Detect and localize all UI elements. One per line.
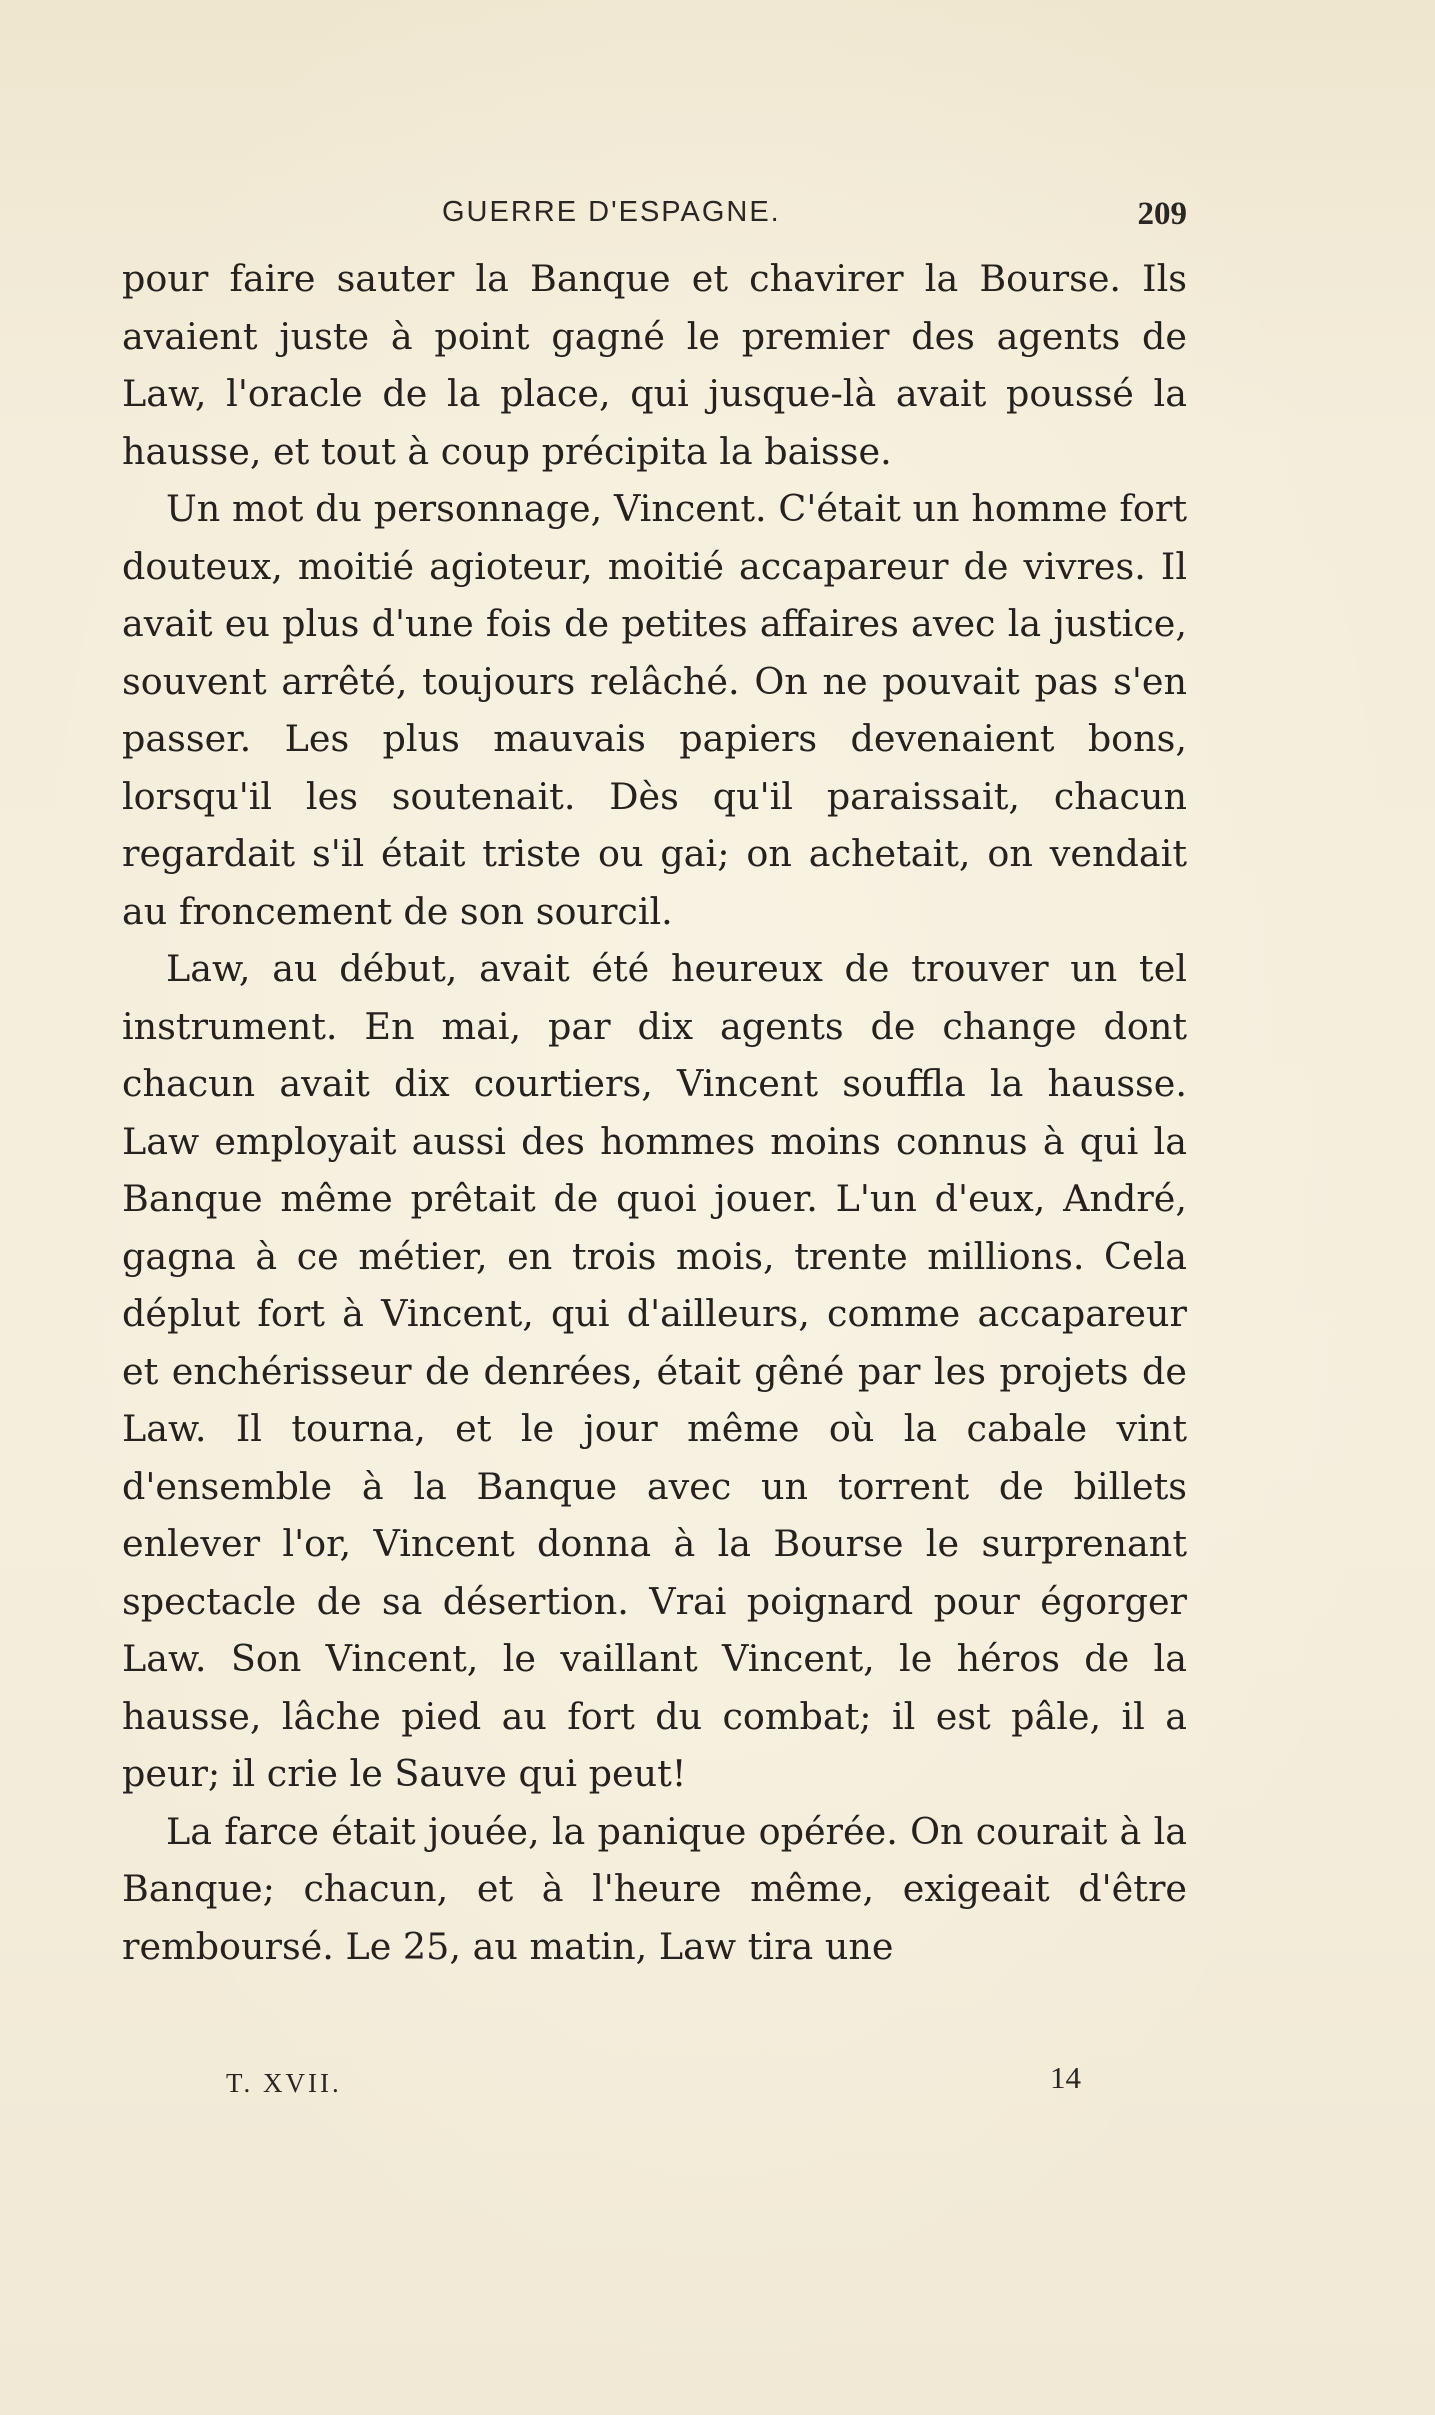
- signature-mark: 14: [1050, 2060, 1081, 2095]
- paragraph: La farce était jouée, la panique opérée. On courait à la Banque; chacun, et à l'heure même, exigeait d'être remboursé. Le 25, au matin, Law tira une: [122, 1809, 1187, 1968]
- page-footer: [122, 2060, 1187, 2110]
- paragraph: Un mot du personnage, Vincent. C'était un homme fort douteux, moitié agioteur, moitié accapareur de vivres. Il avait eu plus d'une fois de petites affaires avec la justice, souvent arrêté, toujours relâché. On ne pouvait pas s'en passer. Les plus mauvais papiers devenaient bons, lorsqu'il les soutenait. Dès qu'il paraissait, chacun regardait s'il était triste ou gai; on achetait, on vendait au froncement de son sourcil.: [122, 487, 1187, 933]
- body-text: [122, 250, 1187, 1975]
- running-head: [122, 196, 1187, 244]
- running-title: GUERRE D'ESPAGNE.: [442, 196, 781, 228]
- page-number: 209: [1137, 196, 1187, 232]
- paragraph: Law, au début, avait été heureux de trouver un tel instrument. En mai, par dix agents de change dont chacun avait dix courtiers, Vincent souffla la hausse. Law employait aussi des hommes moins connus à qui la Banque même prêtait de quoi jouer. L'un d'eux, André, gagna à ce métier, en trois mois, trente millions. Cela déplut fort à Vincent, qui d'ailleurs, comme accapareur et enchérisseur de denrées, était gêné par les projets de Law. Il tourna, et le jour même où la cabale vint d'ensemble à la Banque avec un torrent de billets enlever l'or, Vincent donna à la Bourse le surprenant spectacle de sa désertion. Vrai poignard pour égorger Law. Son Vincent, le vaillant Vincent, le héros de la hausse, lâche pied au fort du combat; il est pâle, il a peur; il crie le Sauve qui peut!: [122, 947, 1187, 1795]
- volume-mark: T. XVII.: [226, 2068, 342, 2098]
- paragraph: pour faire sauter la Banque et chavirer la Bourse. Ils avaient juste à point gagné le premier des agents de Law, l'oracle de la place, qui jusque-là avait poussé la hausse, et tout à coup précipita la baisse.: [122, 257, 1187, 473]
